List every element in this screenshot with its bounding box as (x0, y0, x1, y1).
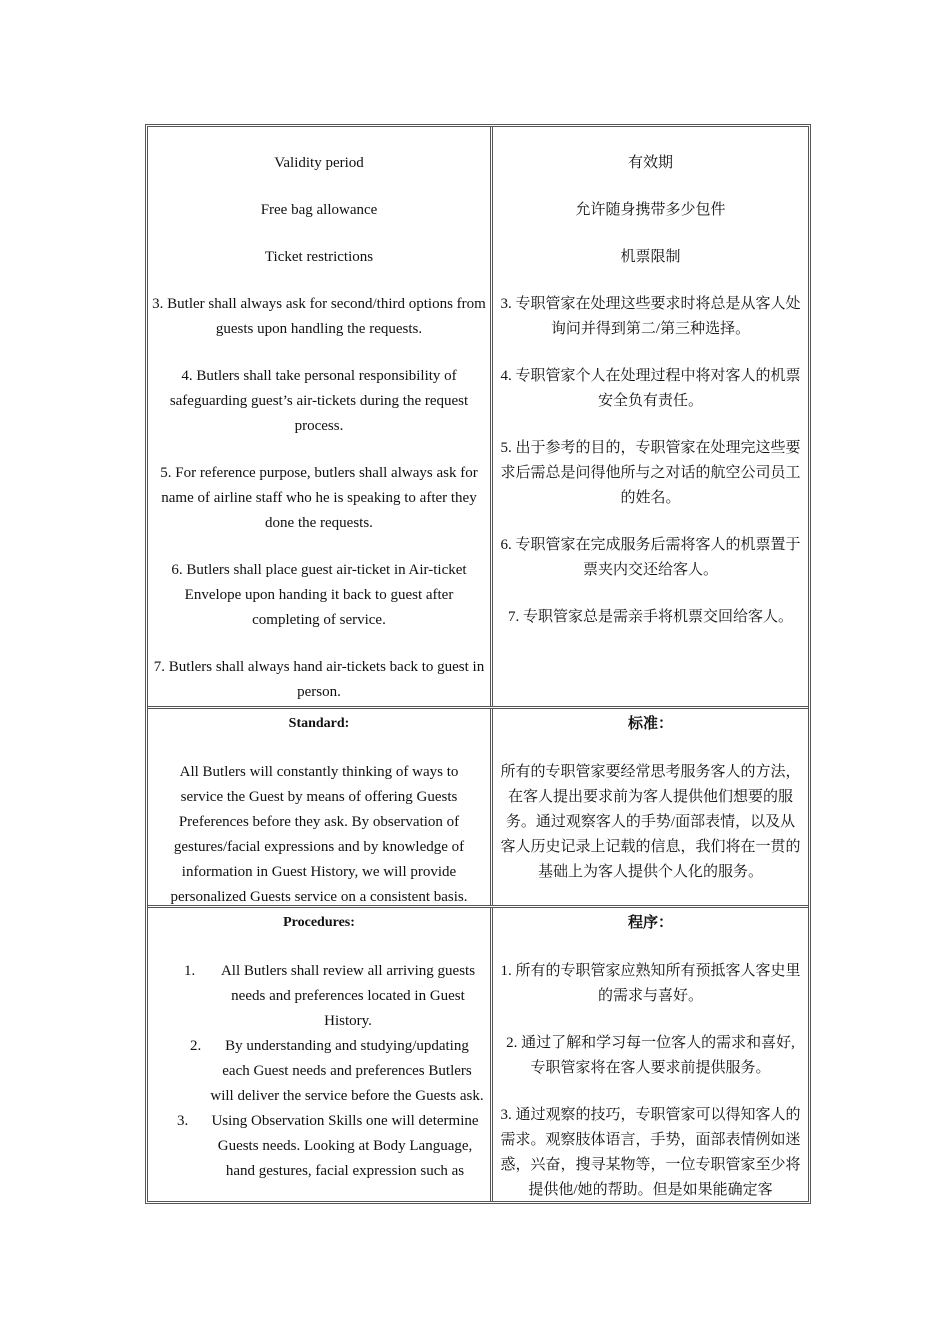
procedures-heading: Procedures: (283, 915, 355, 930)
chinese-cell (493, 908, 808, 1201)
list-item-number: 2. (190, 1038, 202, 1054)
standard-body: All Butlers will constantly thinking of ways to service the Guest by means of offering Guests Preferences before they ask. By observation of gestures/facial expressions and by knowledge of information in Guest History, we will provide personalized Guests service on a consistent basis. (170, 764, 468, 905)
zh-text-step-5: 5. 出于参考的目的，专职管家在处理完这些要求后需总是问得他所与之对话的航空公司员工的姓名。 (500, 440, 801, 506)
zh-text-step-3: 3. 专职管家在处理这些要求时将总是从客人处询问并得到第二/第三种选择。 (500, 296, 801, 337)
text-step-4: 4. Butlers shall take personal responsibility of safeguarding guest’s air-tickets during the request process. (169, 368, 469, 434)
zh-text-step-7: 7. 专职管家总是需亲手将机票交回给客人。 (507, 609, 793, 625)
text-step-6: 6. Butlers shall place guest air-ticket in Air-ticket Envelope upon handing it back to guest after completing of service. (171, 562, 467, 628)
list-item-text: By understanding and studying/updating each Guest needs and preferences Butlers will deliver the service before the Guests ask. (210, 1038, 484, 1104)
document-table (145, 124, 811, 1204)
table-row-procedures (148, 905, 808, 1201)
text-step-3: 3. Butler shall always ask for second/third options from guests upon handling the requests. (152, 296, 486, 337)
text-free-bag-allowance: Free bag allowance (260, 202, 378, 218)
text-ticket-restrictions: Ticket restrictions (264, 249, 374, 265)
standard-heading: Standard: (288, 716, 350, 731)
list-item (148, 1034, 490, 1109)
procedures-list (148, 959, 490, 1184)
zh-procedure-3: 3. 通过观察的技巧，专职管家可以得知客人的需求。观察肢体语言，手势，面部表情例如迷惑，兴奋，搜寻某物等，一位专职管家至少将提供他/她的帮助。但是如果能确定客 (500, 1107, 801, 1198)
list-item (148, 1109, 490, 1184)
zh-text-step-6: 6. 专职管家在完成服务后需将客人的机票置于票夹内交还给客人。 (500, 537, 801, 578)
list-item-text: All Butlers shall review all arriving guests needs and preferences located in Guest History. (220, 963, 476, 1029)
english-cell (148, 908, 493, 1201)
list-item-number: 1. (184, 963, 196, 979)
text-step-7: 7. Butlers shall always hand air-tickets back to guest in person. (153, 659, 485, 700)
list-item-number: 3. (177, 1113, 189, 1129)
zh-text-validity-period: 有效期 (627, 155, 673, 171)
zh-procedure-2: 2. 通过了解和学习每一位客人的需求和喜好, 专职管家将在客人要求前提供服务。 (506, 1035, 795, 1076)
table-row-ticket-handling (148, 127, 808, 706)
text-step-5: 5. For reference purpose, butlers shall always ask for name of airline staff who he is speaking to after they done the requests. (160, 465, 478, 531)
text-validity-period: Validity period (274, 155, 364, 171)
list-item-text: Using Observation Skills one will determine Guests needs. Looking at Body Language, hand gestures, facial expression such as (211, 1113, 479, 1179)
list-item (148, 959, 490, 1034)
zh-procedure-1: 1. 所有的专职管家应熟知所有预抵客人客史里的需求与喜好。 (500, 963, 801, 1004)
zh-text-ticket-restrictions: 机票限制 (620, 249, 681, 265)
zh-standard-heading: 标准： (627, 716, 673, 732)
zh-text-step-4: 4. 专职管家个人在处理过程中将对客人的机票安全负有责任。 (500, 368, 801, 409)
zh-text-free-bag-allowance: 允许随身携带多少包件 (575, 202, 726, 218)
english-cell (148, 709, 493, 905)
chinese-cell (493, 127, 808, 706)
chinese-cell (493, 709, 808, 905)
zh-standard-body: 所有的专职管家要经常思考服务客人的方法，在客人提出要求前为客人提供他们想要的服务。通过观察客人的手势/面部表情，以及从客人历史记录上记载的信息，我们将在一贯的基础上为客人提供个人化的服务。 (500, 764, 801, 880)
english-cell (148, 127, 493, 706)
zh-procedures-heading: 程序： (627, 915, 673, 931)
table-row-standard (148, 706, 808, 905)
